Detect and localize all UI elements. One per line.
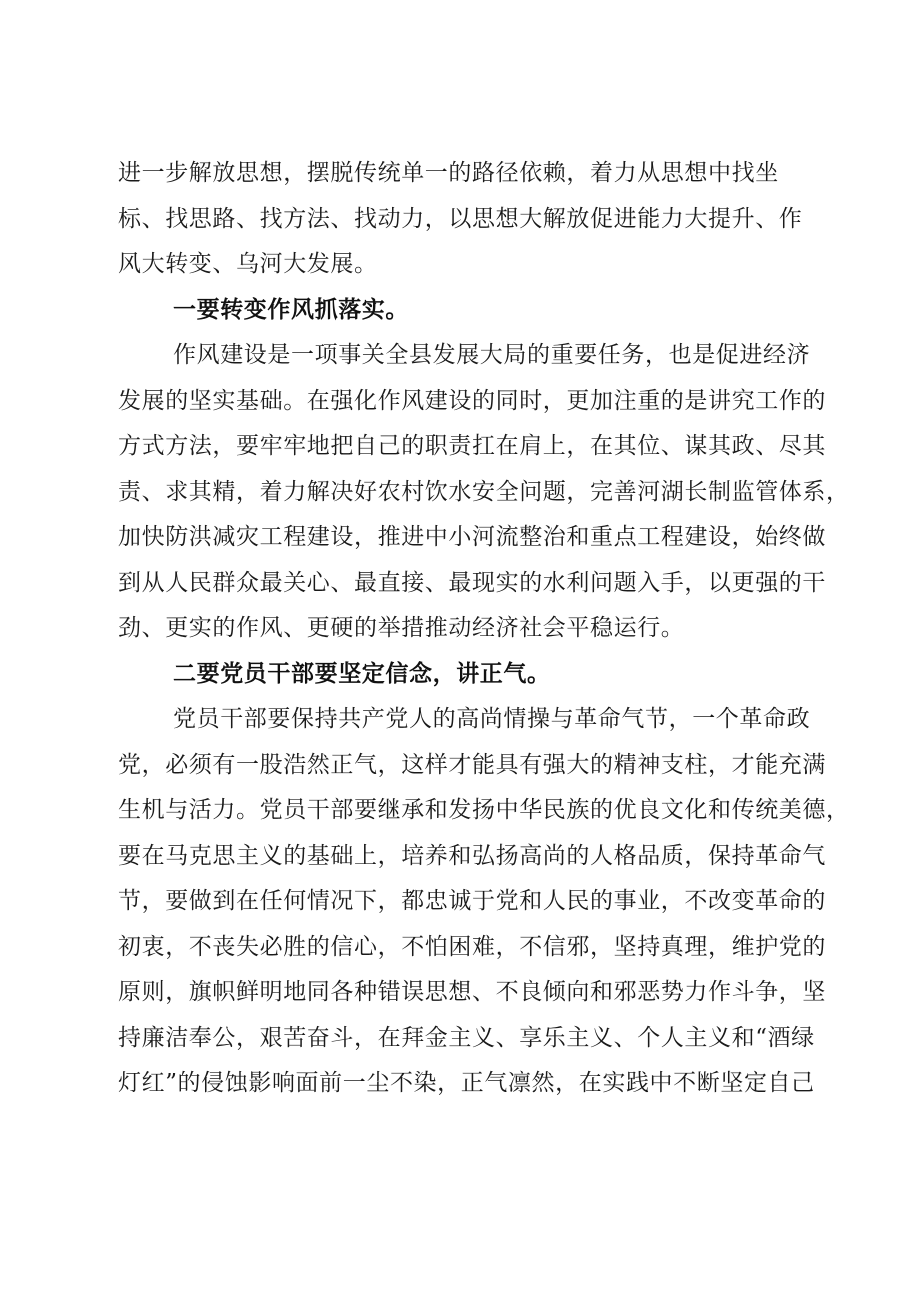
text-line: 党，必须有一股浩然正气，这样才能具有强大的精神支柱，才能充满 <box>118 751 826 778</box>
text-line: 灯红”的侵蚀影响面前一尘不染，正气凛然，在实践中不断坚定自己 <box>118 1070 815 1096</box>
text-line: 加快防洪减灾工程建设，推进中小河流整治和重点工程建设，始终做 <box>118 524 826 550</box>
paragraph-party-members <box>118 697 850 1107</box>
text-line: 风大转变、乌河大发展。 <box>118 251 378 277</box>
text-line: 生机与活力。党员干部要继承和发扬中华民族的优良文化和传统美德， <box>118 797 850 823</box>
text-line: 初衷，不丧失必胜的信心，不怕困难，不信邪，坚持真理，维护党的 <box>118 933 826 960</box>
text-line: 到从人民群众最关心、最直接、最现实的水利问题入手，以更强的干 <box>118 569 826 596</box>
text-line: 节，要做到在任何情况下，都忠诚于党和人民的事业，不改变革命的 <box>118 888 826 914</box>
text-line: 要在马克思主义的基础上，培养和弘扬高尚的人格品质，保持革命气 <box>118 842 826 869</box>
section-heading-2: 二要党员干部要坚定信念，讲正气。 <box>173 660 551 687</box>
text-line: 劲、更实的作风、更硬的举措推动经济社会平稳运行。 <box>118 615 685 641</box>
text-line: 原则，旗帜鲜明地同各种错误思想、不良倾向和邪恶势力作斗争，坚 <box>118 979 826 1005</box>
paragraph-work-style <box>118 333 850 652</box>
text-line: 作风建设是一项事关全县发展大局的重要任务，也是促进经济 <box>173 342 811 368</box>
document-body <box>118 151 850 1107</box>
text-line: 发展的坚实基础。在强化作风建设的同时，更加注重的是讲究工作的 <box>118 387 826 414</box>
text-line: 持廉洁奉公，艰苦奋斗，在拜金主义、享乐主义、个人主义和“酒绿 <box>118 1024 815 1051</box>
text-line: 责、求其精，着力解决好农村饮水安全问题，完善河湖长制监管体系， <box>118 478 850 505</box>
text-line: 党员干部要保持共产党人的高尚情操与革命气节，一个革命政 <box>173 706 811 732</box>
text-line: 方式方法，要牢牢地把自己的职责扛在肩上，在其位、谋其政、尽其 <box>118 433 826 459</box>
text-line: 标、找思路、找方法、找动力，以思想大解放促进能力大提升、作 <box>118 205 803 232</box>
text-line: 进一步解放思想，摆脱传统单一的路径依赖，着力从思想中找坐 <box>118 160 779 186</box>
section-heading-1: 一要转变作风抓落实。 <box>173 296 409 323</box>
paragraph-continuation <box>118 151 808 288</box>
